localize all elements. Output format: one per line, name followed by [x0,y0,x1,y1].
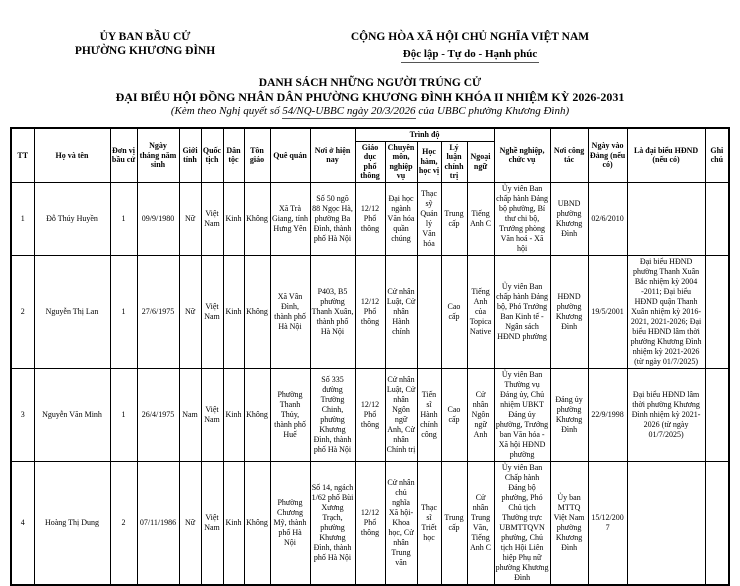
cell-academic [417,255,441,368]
cell-residence: Số 50 ngõ 88 Ngọc Hà, phường Ba Đình, thành phố Hà Nội [310,182,355,255]
cell-hometown: Phường Chương Mỹ, thành phố Hà Nội [270,461,310,585]
cell-unit: 1 [110,368,137,461]
document-subtitle [0,104,740,118]
cell-unit: 1 [110,255,137,368]
national-title: CỘNG HÒA XÃ HỘI CHỦ NGHĨA VIỆT NAM [350,31,590,43]
cell-academic: Thạc sĩ Triết học [417,461,441,585]
cell-hometown: Xã Vân Đình, thành phố Hà Nội [270,255,310,368]
col-group-header-qualifications: Trình độ [355,128,494,141]
cell-gender: Nữ [179,255,201,368]
cell-language: Cử nhân Trung Văn, Tiếng Anh C [467,461,494,585]
cell-hometown: Xã Trà Giang, tỉnh Hưng Yên [270,182,310,255]
elected-candidates-table [10,127,730,586]
cell-gender: Nữ [179,461,201,585]
cell-political: Trung cấp [441,461,467,585]
cell-residence: Số 335 đường Trường Chinh, phường Khương Đình, thành phố Hà Nội [310,368,355,461]
col-header-hdnd: Là đại biểu HĐND (nếu có) [627,128,705,182]
cell-notes [705,368,729,461]
cell-tt: 4 [11,461,34,585]
col-header-party-date: Ngày vào Đảng (nếu có) [588,128,627,182]
cell-unit: 1 [110,182,137,255]
cell-nationality: Việt Nam [201,182,223,255]
national-header-block [280,30,660,63]
document-title-line2: ĐẠI BIỂU HỘI ĐỒNG NHÂN DÂN PHƯỜNG KHƯƠNG ĐÌNH KHÓA II NHIỆM KỲ 2026-2031 [115,90,625,104]
subtitle-suffix: của UBBC phường Khương Đình) [415,105,570,117]
cell-language: Cử nhân Ngôn ngữ Anh [467,368,494,461]
col-header-education: Giáo dục phổ thông [355,141,385,182]
cell-dob: 07/11/1986 [137,461,179,585]
cell-political: Trung cấp [441,182,467,255]
cell-hometown: Phường Thanh Thủy, thành phố Huế [270,368,310,461]
cell-unit: 2 [110,461,137,585]
cell-ethnicity: Kinh [223,182,244,255]
col-header-religion: Tôn giáo [244,128,270,182]
cell-name: Nguyễn Văn Minh [34,368,110,461]
col-header-occupation: Nghề nghiệp, chức vụ [494,128,550,182]
cell-professional: Cử nhân Luật, Cử nhân Hành chính [385,255,417,368]
cell-academic: Thạc sỹ Quản lý Văn hóa [417,182,441,255]
cell-professional: Cử nhân Luật, Cử nhân Ngôn ngữ Anh, Cử nhân Chính trị [385,368,417,461]
cell-party_date: 19/5/2001 [588,255,627,368]
col-header-nationality: Quốc tịch [201,128,223,182]
cell-education: 12/12 Phổ thông [355,182,385,255]
cell-nationality: Việt Nam [201,368,223,461]
col-header-hometown: Quê quán [270,128,310,182]
cell-name: Đỗ Thúy Huyền [34,182,110,255]
cell-hdnd: Đại biểu HĐND phường Thanh Xuân Bắc nhiệm kỳ 2004 -2011; Đại biểu HĐND quận Thanh Xuân nhiệm kỳ 2016-2021, 2021-2026; Đại biểu HĐND lâm thời phường Khương Đình nhiệm kỳ 2021-2026 (từ ngày 01/7/2025) [627,255,705,368]
cell-education: 12/12 Phổ thông [355,368,385,461]
col-header-academic: Học hàm, học vị [417,141,441,182]
cell-notes [705,182,729,255]
col-header-tt: TT [11,128,34,182]
issuing-org-block [10,30,280,63]
cell-tt: 1 [11,182,34,255]
document-title-line1: DANH SÁCH NHỮNG NGƯỜI TRÚNG CỬ [258,77,482,89]
col-header-gender: Giới tính [179,128,201,182]
cell-nationality: Việt Nam [201,461,223,585]
cell-occupation: Ủy viên Ban Thường vụ Đảng ủy, Chủ nhiệm UBKT Đảng ủy phường, Trưởng ban Văn hóa - Xã hội HĐND phường [494,368,550,461]
cell-party_date: 15/12/2007 [588,461,627,585]
cell-hdnd [627,182,705,255]
cell-political: Cao cấp [441,255,467,368]
cell-ethnicity: Kinh [223,461,244,585]
cell-nationality: Việt Nam [201,255,223,368]
cell-dob: 27/6/1975 [137,255,179,368]
subtitle-prefix: (Kèm theo Nghị quyết số [170,105,283,117]
col-header-workplace: Nơi công tác [550,128,588,182]
subtitle-decision-number: 54/NQ-UBBC ngày 20/3/2026 [282,105,416,117]
table-body [11,182,729,585]
cell-gender: Nữ [179,182,201,255]
cell-religion: Không [244,461,270,585]
cell-education: 12/12 Phổ thông [355,461,385,585]
cell-education: 12/12 Phổ thông [355,255,385,368]
cell-occupation: Ủy viên Ban chấp hành Đảng bộ phường, Bí thư chi bộ, Trưởng phòng Văn hoá - Xã hội [494,182,550,255]
cell-dob: 09/9/1980 [137,182,179,255]
col-header-unit: Đơn vị bầu cử [110,128,137,182]
cell-workplace: Đảng ủy phường Khương Đình [550,368,588,461]
document-title-block [0,77,740,118]
cell-academic: Tiến sĩ Hành chính công [417,368,441,461]
cell-ethnicity: Kinh [223,255,244,368]
cell-workplace: Ủy ban MTTQ Việt Nam phường Khương Đình [550,461,588,585]
cell-occupation: Ủy viên Ban chấp hành Đảng bộ, Phó Trưởng Ban Kinh tế - Ngân sách HĐND phường [494,255,550,368]
col-header-name: Họ và tên [34,128,110,182]
cell-dob: 26/4/1975 [137,368,179,461]
cell-workplace: HĐND phường Khương Đình [550,255,588,368]
col-header-political: Lý luận chính trị [441,141,467,182]
col-header-residence: Nơi ở hiện nay [310,128,355,182]
table-row [11,255,729,368]
national-motto: Độc lập - Tự do - Hạnh phúc [401,47,539,63]
cell-residence: P403, B5 phường Thanh Xuân, thành phố Hà Nội [310,255,355,368]
cell-political: Cao cấp [441,368,467,461]
cell-tt: 3 [11,368,34,461]
cell-tt: 2 [11,255,34,368]
document-header [0,30,740,63]
col-header-dob: Ngày tháng năm sinh [137,128,179,182]
table-row [11,368,729,461]
cell-residence: Số 14, ngách 1/62 phố Bùi Xương Trạch, phường Khương Đình, thành phố Hà Nội [310,461,355,585]
cell-ethnicity: Kinh [223,368,244,461]
cell-name: Hoàng Thị Dung [34,461,110,585]
cell-workplace: UBND phường Khương Đình [550,182,588,255]
cell-name: Nguyễn Thị Lan [34,255,110,368]
cell-religion: Không [244,368,270,461]
cell-professional: Đại học ngành Văn hóa quần chúng [385,182,417,255]
col-header-ethnicity: Dân tộc [223,128,244,182]
cell-party_date: 22/9/1998 [588,368,627,461]
col-header-notes: Ghi chú [705,128,729,182]
cell-language: Tiếng Anh C [467,182,494,255]
cell-professional: Cử nhân chủ nghĩa Xã hội-Khoa học, Cử nhân Trung văn [385,461,417,585]
col-header-language: Ngoại ngữ [467,141,494,182]
cell-language: Tiếng Anh của Topica Native [467,255,494,368]
cell-party_date: 02/6/2010 [588,182,627,255]
cell-religion: Không [244,182,270,255]
cell-occupation: Ủy viên Ban Chấp hành Đảng bộ phường, Phó Chủ tịch Thường trực UBMTTQVN phường, Chủ tịch Hội Liên hiệp Phụ nữ phường Khương Đình [494,461,550,585]
cell-notes [705,255,729,368]
cell-religion: Không [244,255,270,368]
table-row [11,182,729,255]
cell-gender: Nam [179,368,201,461]
org-name-line2: PHƯỜNG KHƯƠNG ĐÌNH [74,45,216,57]
org-name-line1: ỦY BAN BẦU CỬ [99,31,191,43]
cell-hdnd: Đại biểu HĐND lâm thời phường Khương Đình nhiệm kỳ 2021-2026 (từ ngày 01/7/2025) [627,368,705,461]
col-header-professional: Chuyên môn, nghiệp vụ [385,141,417,182]
